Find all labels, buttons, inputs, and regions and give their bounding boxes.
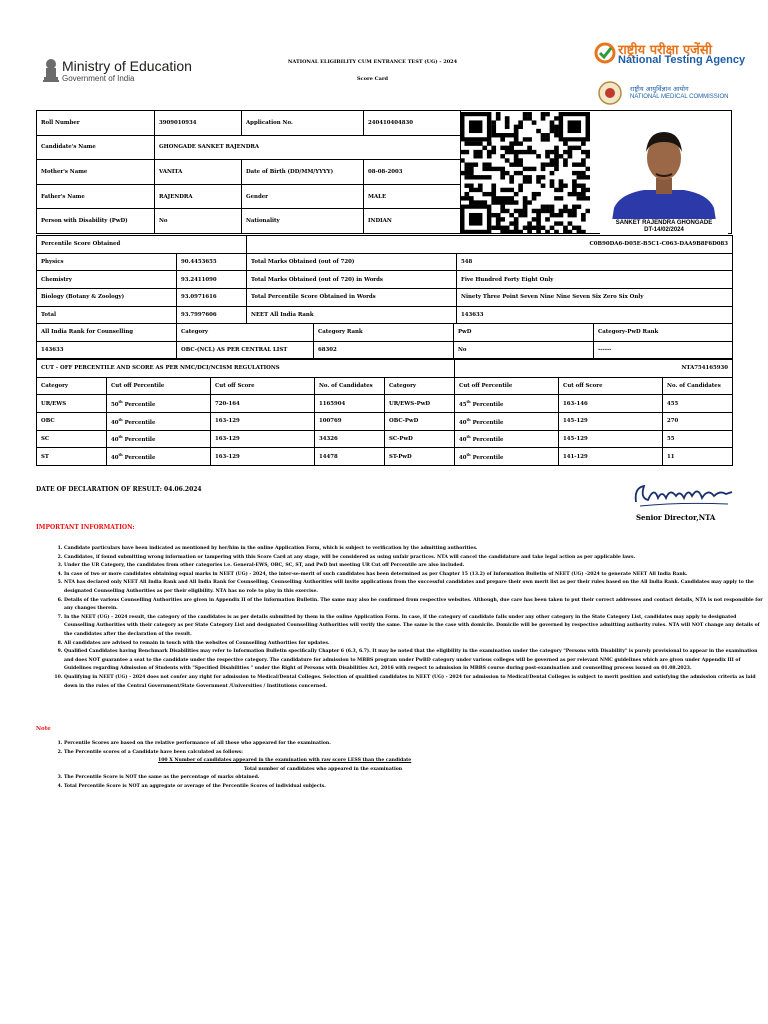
list-item: 9. Qualified Candidates having Benchmark Disabilities may refer to Information Bulletin specifically Chapter 6 (6.3, 6.7). It may be noted that the eligibility in the examination under the category "Persons with Disability" is purely provisional to appear in the examination and does NOT guarantee a seat to the candidate under the respective category. The candidature for admission to MBBS program under PwBD category under various colleges will be governed as per relevant NMC guidelines which are given under Appendix III of Guidelines regarding Admission of Students with "Specified Disabilities " under the Right of Persons with Disabilities Act, 2016 with respect to admission in MBBS course during post-examination and counselling process issued on 01.08.2023. bbox=[64, 648, 764, 674]
rank-category-rank-value: 68302 bbox=[314, 341, 454, 359]
marks-label: Total Marks Obtained (out of 720) bbox=[247, 253, 457, 271]
cutoff-candidates: 34326 bbox=[315, 430, 385, 448]
application-label: Application No. bbox=[242, 111, 364, 136]
marks-value: 548 bbox=[457, 253, 733, 271]
nationality-label: Nationality bbox=[242, 209, 364, 234]
name-value: GHONGADE SANKET RAJENDRA bbox=[155, 135, 461, 160]
dob-label: Date of Birth (DD/MM/YYYY) bbox=[242, 160, 364, 185]
nmc-logo-icon bbox=[596, 80, 624, 110]
cutoff-score-pwd: 145-129 bbox=[559, 430, 663, 448]
cutoff-table bbox=[36, 359, 733, 466]
cutoff-percentile: 40th Percentile bbox=[107, 430, 211, 448]
score-card-title: Score Card bbox=[357, 76, 388, 82]
cutoff-header: Cut off Score bbox=[559, 377, 663, 395]
cutoff-code: NTA754165930 bbox=[455, 360, 733, 378]
cutoff-category: SC bbox=[37, 430, 107, 448]
nta-english-name: National Testing Agency bbox=[618, 54, 746, 66]
marks-words-label: Total Marks Obtained (out of 720) in Words bbox=[247, 271, 457, 289]
cutoff-category-pwd: SC-PwD bbox=[385, 430, 455, 448]
table-row bbox=[37, 395, 733, 413]
physics-value: 90.4453655 bbox=[177, 253, 247, 271]
cutoff-score: 720-164 bbox=[211, 395, 315, 413]
cutoff-header: Cut off Percentile bbox=[107, 377, 211, 395]
formula-denominator: Total number of candidates who appeared in the examination bbox=[244, 767, 403, 772]
table-row bbox=[37, 413, 733, 431]
photo-caption-date: DT-14/02/2024 bbox=[644, 227, 684, 233]
rank-air-value: 143633 bbox=[37, 341, 177, 359]
cutoff-category: ST bbox=[37, 448, 107, 466]
cutoff-percentile-pwd: 45th Percentile bbox=[455, 395, 559, 413]
table-row bbox=[37, 430, 733, 448]
cutoff-header: No. of Candidates bbox=[663, 377, 733, 395]
chemistry-value: 93.2411090 bbox=[177, 271, 247, 289]
rank-category-value: OBC-(NCL) AS PER CENTRAL LIST bbox=[177, 341, 314, 359]
total-value: 93.7997606 bbox=[177, 306, 247, 324]
government-subtitle: Government of India bbox=[62, 74, 135, 83]
important-info-title: IMPORTANT INFORMATION: bbox=[36, 524, 135, 531]
gender-value: MALE bbox=[364, 184, 461, 209]
list-item: 4. In case of two or more candidates obtaining equal marks in NEET (UG) - 2024, the inter-se-merit of such candidates has been determined as per Chapter 15 (13.2) of Information Bulletin of NEET (UG) -2024 to generate NEET All India Rank. bbox=[64, 571, 764, 580]
list-item: 2. The Percentile scores of a Candidate have been calculated as follows: bbox=[64, 749, 664, 758]
declaration-date: DATE OF DECLARATION OF RESULT: 04.06.2024 bbox=[36, 486, 202, 493]
signature bbox=[630, 480, 736, 514]
national-emblem-icon bbox=[42, 58, 60, 84]
cutoff-candidates-pwd: 270 bbox=[663, 413, 733, 431]
percentile-label: Percentile Score Obtained bbox=[37, 236, 247, 254]
ministry-title: Ministry of Education bbox=[62, 58, 192, 74]
list-item: 7. In the NEET (UG) - 2024 result, the category of the candidates is as per details submitted by them in the online Application Form. In case, if the category of candidate falls under any other category in the State Category List, candidates may apply to designated Counselling Authorities with their category as per State Category List and designated Counselling Authorities will verify the same. The same is the case with domicile. Domicile will be governed by respective admitting authority rules. NTA will NOT change any details of the candidates after the declaration of the result. bbox=[64, 614, 764, 640]
biology-label: Biology (Botany & Zoology) bbox=[37, 289, 177, 307]
chemistry-label: Chemistry bbox=[37, 271, 177, 289]
list-item: 10. Qualifying in NEET (UG) - 2024 does not confer any right for admission to Medical/Dental Colleges. Selection of qualified candidates in NEET (UG) - 2024 for admission to Medical/Dental Colleges is subject to merit position and satisfying the admission criteria as laid down in the rules of the Central Government/State Government /Universities / Institutions concerned. bbox=[64, 674, 764, 691]
name-label: Candidate's Name bbox=[37, 135, 155, 160]
list-item: 3. The Percentile Score is NOT the same as the percentage of marks obtained. bbox=[64, 774, 664, 783]
candidate-details-table bbox=[36, 110, 461, 234]
pwd-label: Person with Disability (PwD) bbox=[37, 209, 155, 234]
cutoff-percentile-pwd: 40th Percentile bbox=[455, 448, 559, 466]
percentile-words-label: Total Percentile Score Obtained in Words bbox=[247, 289, 457, 307]
rank-category-rank-label: Category Rank bbox=[314, 324, 454, 342]
list-item: 4. Total Percentile Score is NOT an aggregate or average of the Percentile Scores of individual subjects. bbox=[64, 783, 664, 792]
air-label: NEET All India Rank bbox=[247, 306, 457, 324]
nta-logo-icon bbox=[594, 42, 616, 68]
cutoff-header: No. of Candidates bbox=[315, 377, 385, 395]
percentile-words-value: Ninety Three Point Seven Nine Nine Seven Six Zero Six Only bbox=[457, 289, 733, 307]
cutoff-category-pwd: ST-PwD bbox=[385, 448, 455, 466]
cutoff-score: 163-129 bbox=[211, 430, 315, 448]
qr-code bbox=[460, 112, 590, 234]
notes-list bbox=[64, 740, 664, 791]
cutoff-score-pwd: 145-129 bbox=[559, 413, 663, 431]
candidate-photo bbox=[600, 112, 728, 234]
rank-pwd-value: No bbox=[454, 341, 594, 359]
list-item: 8. All candidates are advised to remain in touch with the websites of Counselling Authorities for updates. bbox=[64, 640, 764, 649]
nationality-value: INDIAN bbox=[364, 209, 461, 234]
mother-value: VANITA bbox=[155, 160, 242, 185]
cutoff-candidates: 14478 bbox=[315, 448, 385, 466]
rank-pwd-rank-value: ------ bbox=[594, 341, 733, 359]
roll-label: Roll Number bbox=[37, 111, 155, 136]
signatory-title: Senior Director,NTA bbox=[636, 513, 716, 522]
total-label: Total bbox=[37, 306, 177, 324]
cutoff-percentile: 40th Percentile bbox=[107, 413, 211, 431]
cutoff-candidates-pwd: 55 bbox=[663, 430, 733, 448]
list-item: 1. Candidate particulars have been indicated as mentioned by her/him in the online Application Form, which is subject to verification by the admitting authorities. bbox=[64, 545, 764, 554]
table-row bbox=[37, 448, 733, 466]
cutoff-percentile-pwd: 40th Percentile bbox=[455, 430, 559, 448]
cutoff-score-pwd: 163-146 bbox=[559, 395, 663, 413]
important-info-list bbox=[64, 545, 764, 691]
cutoff-candidates-pwd: 455 bbox=[663, 395, 733, 413]
cutoff-header: Cut off Percentile bbox=[455, 377, 559, 395]
nmc-english-name: NATIONAL MEDICAL COMMISSION bbox=[630, 94, 729, 100]
cutoff-category-pwd: UR/EWS-PwD bbox=[385, 395, 455, 413]
score-hash: C0B90DA6-D05E-B5C1-C063-DAA9B8F6D083 bbox=[247, 236, 733, 254]
mother-label: Mother's Name bbox=[37, 160, 155, 185]
rank-table bbox=[36, 323, 733, 359]
cutoff-candidates: 100769 bbox=[315, 413, 385, 431]
cutoff-score-pwd: 141-129 bbox=[559, 448, 663, 466]
photo-caption-name: SANKET RAJENDRA GHONGADE bbox=[615, 220, 713, 226]
cutoff-candidates-pwd: 11 bbox=[663, 448, 733, 466]
rank-air-label: All India Rank for Counselling bbox=[37, 324, 177, 342]
application-value: 240410404830 bbox=[364, 111, 461, 136]
roll-value: 3909010934 bbox=[155, 111, 242, 136]
scores-table bbox=[36, 235, 733, 324]
cutoff-header: Category bbox=[385, 377, 455, 395]
rank-pwd-label: PwD bbox=[454, 324, 594, 342]
nmc-hindi-name: राष्ट्रीय आयुर्विज्ञान आयोग bbox=[630, 85, 689, 93]
gender-label: Gender bbox=[242, 184, 364, 209]
list-item: 2. Candidates, if found submitting wrong information or tampering with this Score Card at any stage, will be considered as using unfair practices. NTA will cancel the candidature and take legal action as per applicable laws. bbox=[64, 554, 764, 563]
physics-label: Physics bbox=[37, 253, 177, 271]
cutoff-score: 163-129 bbox=[211, 413, 315, 431]
cutoff-percentile-pwd: 40th Percentile bbox=[455, 413, 559, 431]
cutoff-category-pwd: OBC-PwD bbox=[385, 413, 455, 431]
cutoff-category: OBC bbox=[37, 413, 107, 431]
list-item: 1. Percentile Scores are based on the relative performance of all those who appeared for the examination. bbox=[64, 740, 664, 749]
cutoff-percentile: 50th Percentile bbox=[107, 395, 211, 413]
father-label: Father's Name bbox=[37, 184, 155, 209]
rank-category-label: Category bbox=[177, 324, 314, 342]
list-item: 5. NTA has declared only NEET All India Rank and All India Rank for Counselling. Counselling Authorities will invite applications from the successful candidates and prepare their own merit list as per their rules based on the All India Rank. Candidates may apply to the designated Counselling Authorities as per their eligibility. NTA has no role to play in this exercise. bbox=[64, 579, 764, 596]
cutoff-score: 163-129 bbox=[211, 448, 315, 466]
dob-value: 08-08-2003 bbox=[364, 160, 461, 185]
cutoff-percentile: 40th Percentile bbox=[107, 448, 211, 466]
list-item: 6. Details of the various Counselling Authorities are given in Appendix II of the Information Bulletin. The same may also be confirmed from respective websites. Although, due care has been taken to put their correct addresses and contact details, NTA is not responsible for any changes therein. bbox=[64, 597, 764, 614]
nta-hindi-name: राष्ट्रीय परीक्षा एजेंसी bbox=[618, 43, 712, 58]
cutoff-title: CUT - OFF PERCENTILE AND SCORE AS PER NMC/DCI/NCISM REGULATIONS bbox=[37, 360, 455, 378]
note-title: Note bbox=[36, 726, 51, 732]
cutoff-header: Category bbox=[37, 377, 107, 395]
biology-value: 93.0971616 bbox=[177, 289, 247, 307]
list-item: 3. Under the UR Category, the candidates from other categories i.e. General-EWS, OBC, SC, ST, and PwD but meeting UR Cut off Percentile are also included. bbox=[64, 562, 764, 571]
cutoff-category: UR/EWS bbox=[37, 395, 107, 413]
formula-numerator: 100 X Number of candidates appeared in the examination with raw score LESS than the candidate bbox=[158, 758, 412, 763]
cutoff-candidates: 1165904 bbox=[315, 395, 385, 413]
marks-words-value: Five Hundred Forty Eight Only bbox=[457, 271, 733, 289]
rank-pwd-rank-label: Category-PwD Rank bbox=[594, 324, 733, 342]
cutoff-header: Cut off Score bbox=[211, 377, 315, 395]
father-value: RAJENDRA bbox=[155, 184, 242, 209]
pwd-value: No bbox=[155, 209, 242, 234]
exam-title: NATIONAL ELIGIBILITY CUM ENTRANCE TEST (UG) - 2024 bbox=[287, 59, 458, 65]
air-value: 143633 bbox=[457, 306, 733, 324]
